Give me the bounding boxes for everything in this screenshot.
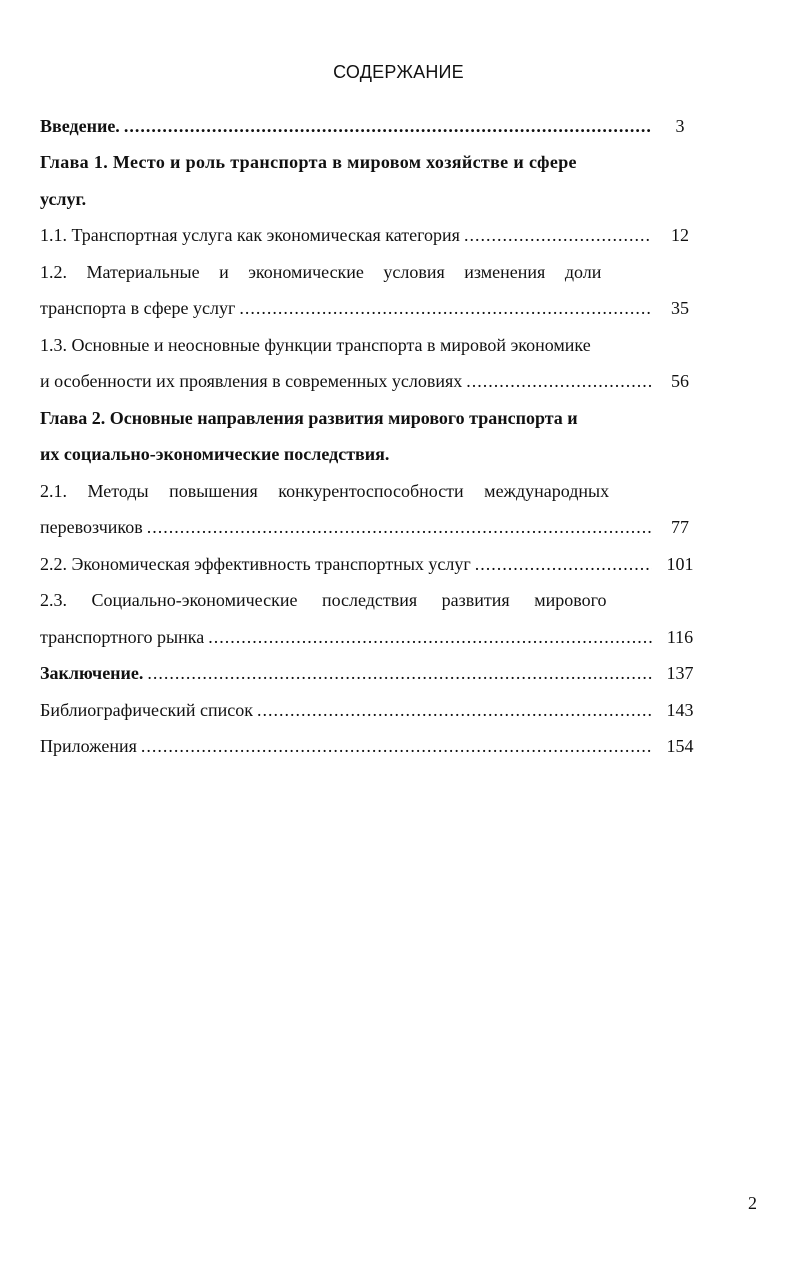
toc-entry-intro: [40, 108, 700, 145]
toc-page-number: 56: [671, 371, 689, 392]
toc-entry-label: 1.1. Транспортная услуга как экономическая категория: [40, 225, 460, 246]
toc-entry-1-1: [40, 218, 700, 255]
toc-entry-conclusion: [40, 656, 700, 693]
toc-entry-2-1-line1: [40, 473, 700, 510]
toc-entry-label: перевозчиков: [40, 517, 143, 538]
toc-page-number: 12: [671, 225, 689, 246]
toc-chapter-heading-cont: их социально-экономические последствия.: [40, 444, 390, 465]
toc-page-number: 101: [666, 553, 694, 574]
dot-leader: [208, 627, 652, 648]
toc-entry-2-3: [40, 619, 700, 656]
dot-leader: [466, 371, 652, 392]
toc-entry-label: 1.3. Основные и неосновные функции транспорта в мировой экономике: [40, 334, 591, 355]
toc-entry-1-3: [40, 364, 700, 401]
dot-leader: [257, 700, 652, 721]
toc-entry-label: транспортного рынка: [40, 626, 205, 647]
page-number: 2: [748, 1193, 757, 1213]
toc-chapter-1: [40, 145, 700, 182]
toc-entry-label: Приложения: [40, 736, 137, 757]
toc-chapter-2-cont: [40, 437, 700, 474]
page-title: СОДЕРЖАНИЕ: [333, 62, 464, 82]
toc-entry-label: транспорта в сфере услуг: [40, 298, 236, 319]
toc-page-number: 3: [675, 115, 685, 136]
toc-entry-appendix: [40, 729, 700, 766]
toc-chapter-heading: Глава 2. Основные направления развития мирового транспорта и: [40, 407, 578, 428]
toc-entry-label: Заключение.: [40, 663, 144, 684]
toc-entry-label: и особенности их проявления в современных условиях: [40, 371, 463, 392]
dot-leader: [124, 116, 652, 137]
toc-page-number: 137: [666, 663, 694, 684]
toc-chapter-heading-cont: услуг.: [40, 188, 87, 209]
toc-page-number: 35: [671, 298, 689, 319]
toc-page-number: 116: [666, 626, 694, 647]
toc-page-number: 143: [666, 699, 694, 720]
toc-entry-label: Библиографический список: [40, 699, 253, 720]
toc-entry-2-2: [40, 546, 700, 583]
toc-page-number: 154: [666, 736, 694, 757]
toc-chapter-heading: Глава 1. Место и роль транспорта в мировом хозяйстве и сфере: [40, 152, 577, 173]
toc-entry-bibliography: [40, 692, 700, 729]
toc-page-number: 77: [671, 517, 689, 538]
dot-leader: [464, 225, 652, 246]
toc-chapter-1-cont: [40, 181, 700, 218]
table-of-contents: [40, 108, 700, 765]
toc-entry-label: Введение.: [40, 115, 120, 136]
dot-leader: [475, 554, 652, 575]
dot-leader: [147, 663, 652, 684]
toc-entry-1-2-line1: [40, 254, 700, 291]
dot-leader: [147, 517, 652, 538]
toc-entry-2-3-line1: [40, 583, 700, 620]
toc-chapter-2: [40, 400, 700, 437]
toc-entry-1-3-line1: [40, 327, 700, 364]
dot-leader: [239, 298, 652, 319]
toc-entry-2-1: [40, 510, 700, 547]
toc-entry-label: 1.2. Материальные и экономические условия изменения доли: [40, 261, 602, 282]
toc-entry-label: 2.2. Экономическая эффективность транспортных услуг: [40, 553, 471, 574]
toc-entry-label: 2.1. Методы повышения конкурентоспособности международных: [40, 480, 610, 501]
toc-entry-1-2: [40, 291, 700, 328]
dot-leader: [141, 736, 652, 757]
toc-entry-label: 2.3. Социально-экономические последствия развития мирового: [40, 590, 607, 611]
